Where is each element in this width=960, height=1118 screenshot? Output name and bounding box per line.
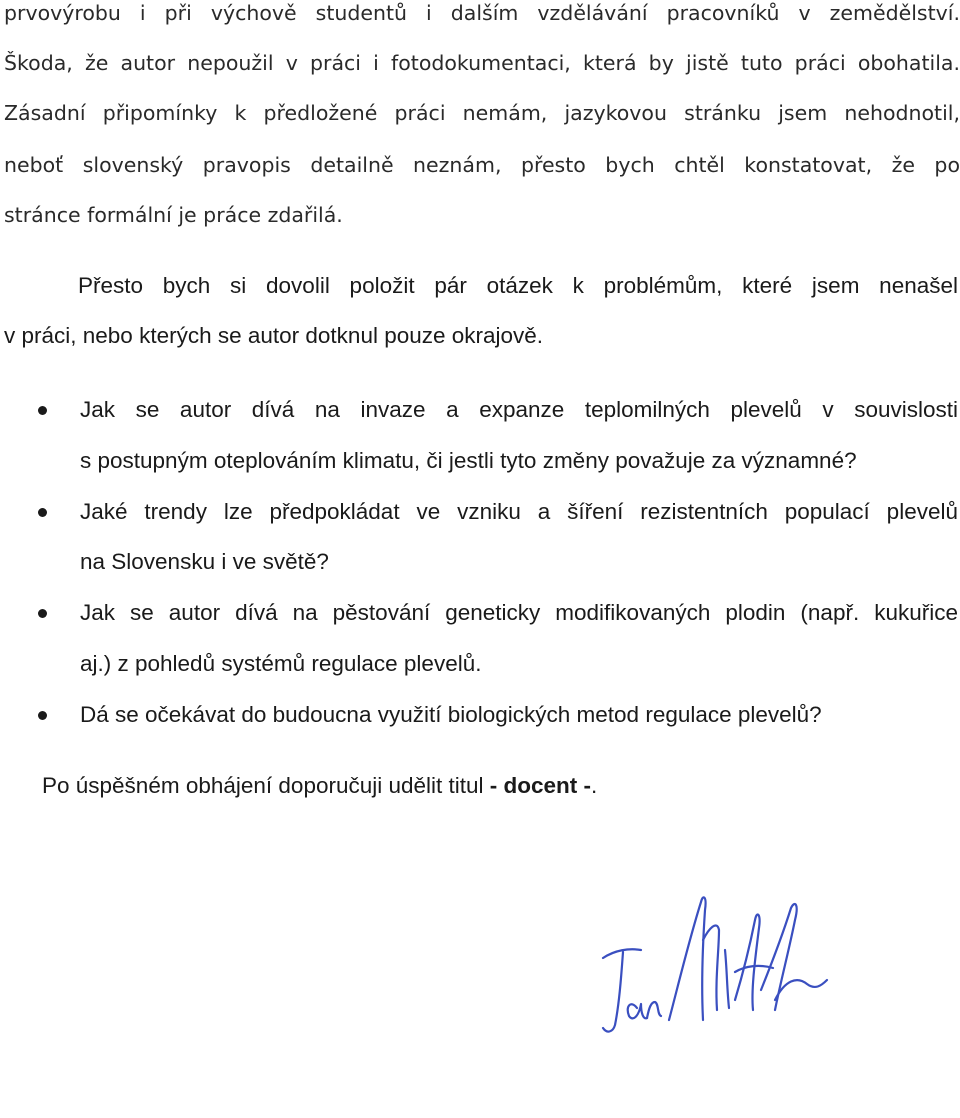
question-line: s postupným oteplováním klimatu, či jestli tyto změny považuje za významné?	[80, 448, 857, 473]
conclusion-end: .	[591, 773, 598, 798]
bullet-icon	[38, 711, 47, 720]
degree-title: - docent -	[489, 773, 592, 798]
question-line: Jak se autor dívá na pěstování geneticky modifikovaných plodin (např. kukuřice	[80, 600, 958, 625]
bullet-icon	[38, 406, 47, 415]
paragraph-line: Přesto bych si dovolil položit pár otázek k problémům, které jsem nenašel	[78, 273, 958, 298]
paragraph-line: prvovýrobu i při výchově studentů i dalším vzdělávání pracovníků v zemědělství.	[4, 1, 960, 25]
question-line: Jak se autor dívá na invaze a expanze teplomilných plevelů v souvislosti	[80, 397, 958, 422]
question-line: Dá se očekávat do budoucna využití biologických metod regulace plevelů?	[80, 702, 822, 727]
signature	[585, 880, 845, 1050]
paragraph-line: neboť slovenský pravopis detailně neznám, přesto bych chtěl konstatovat, že po	[4, 153, 960, 177]
paragraph-line: v práci, nebo kterých se autor dotknul pouze okrajově.	[4, 323, 544, 348]
question-line: aj.) z pohledů systémů regulace plevelů.	[80, 651, 482, 676]
paragraph-line: Škoda, že autor nepoužil v práci i fotodokumentaci, která by jistě tuto práci obohatila.	[4, 51, 960, 75]
conclusion	[42, 772, 597, 800]
bullet-icon	[38, 508, 47, 517]
bullet-icon	[38, 609, 47, 618]
conclusion-text: Po úspěšném obhájení doporučuji udělit titul	[42, 773, 490, 798]
question-line: Jaké trendy lze předpokládat ve vzniku a šíření rezistentních populací plevelů	[80, 499, 958, 524]
paragraph-line: stránce formální je práce zdařilá.	[4, 203, 343, 227]
paragraph-line: Zásadní připomínky k předložené práci nemám, jazykovou stránku jsem nehodnotil,	[4, 101, 960, 125]
question-line: na Slovensku i ve světě?	[80, 549, 329, 574]
